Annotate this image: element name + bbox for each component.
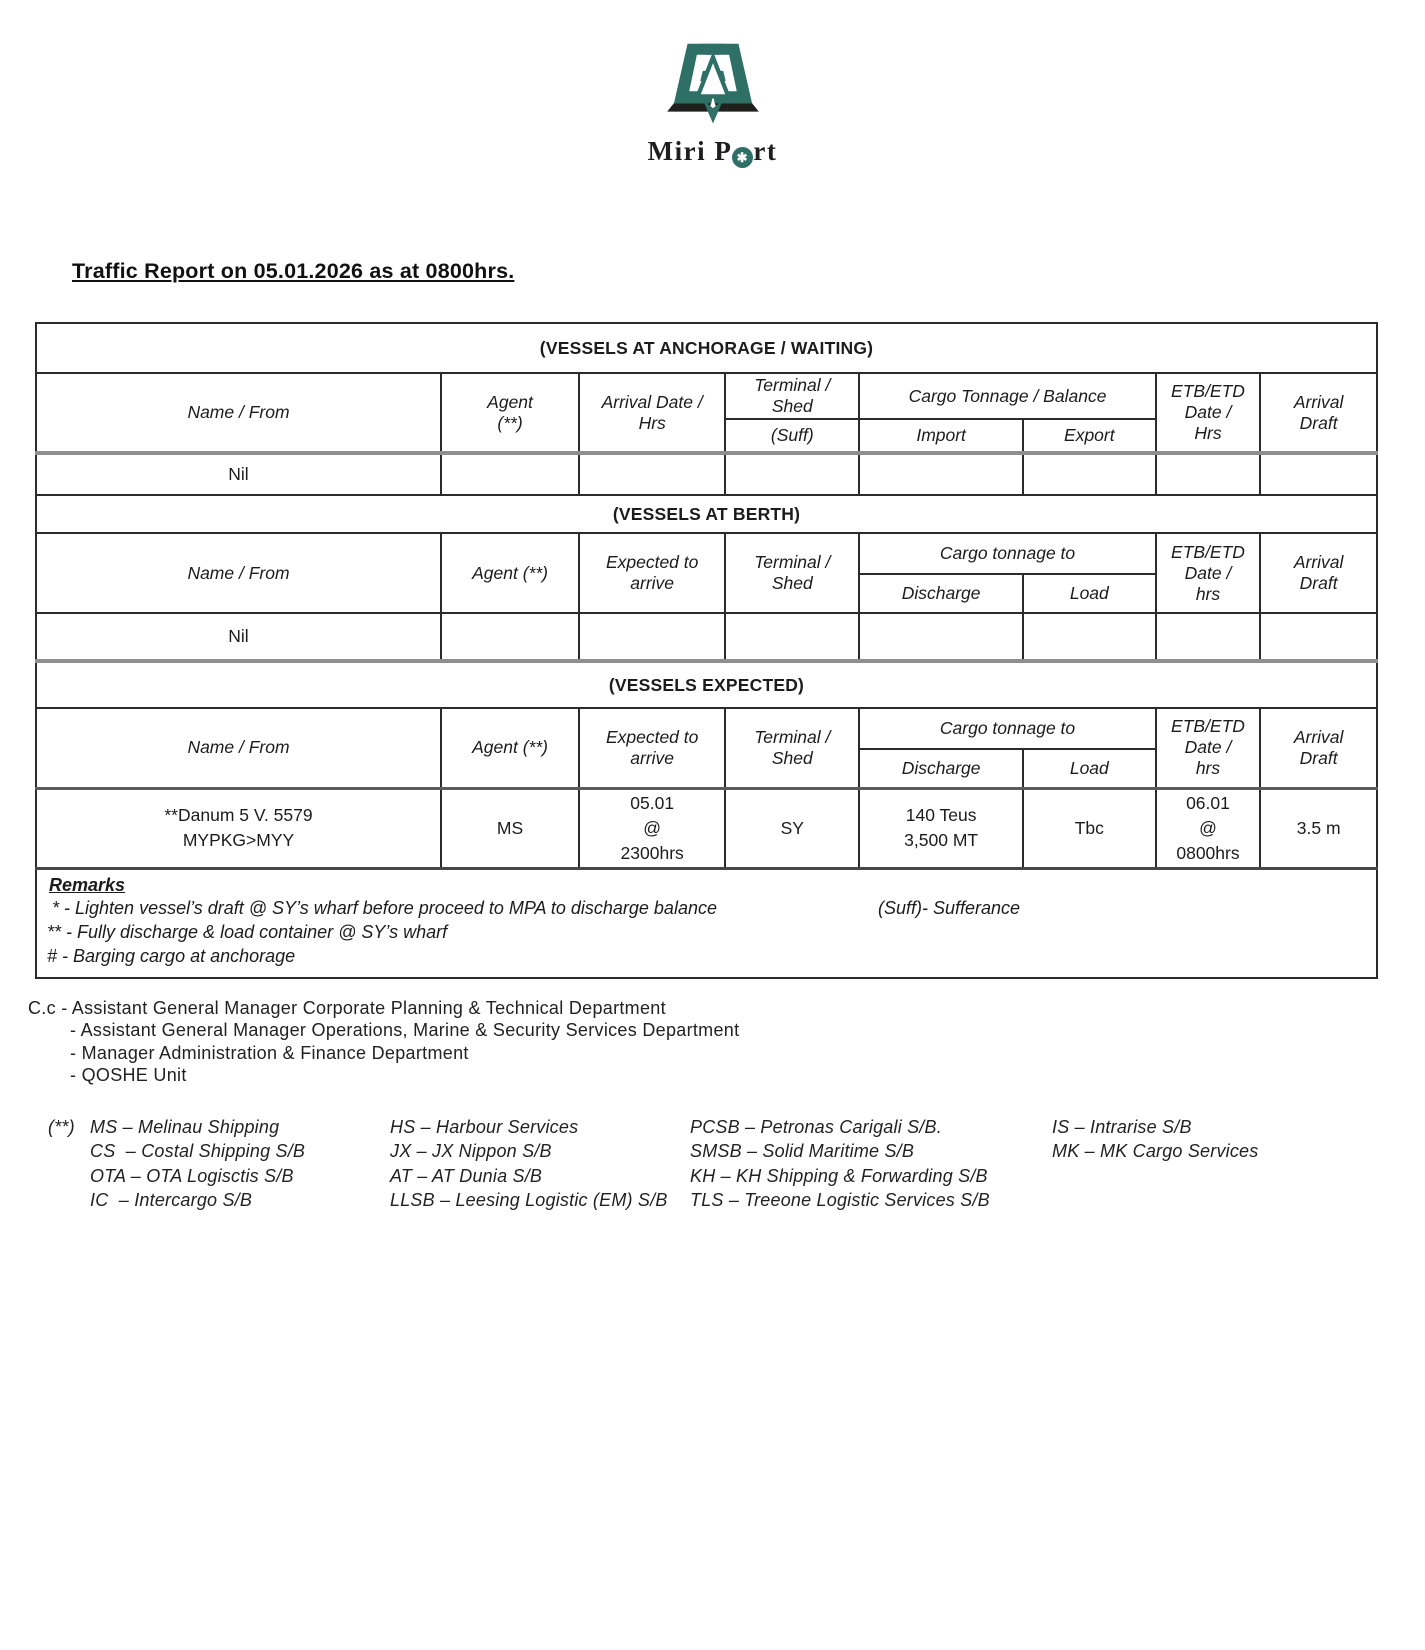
s1-header-agent-line2: (**) [497, 412, 523, 433]
s2-header-discharge: Discharge [859, 574, 1023, 613]
page-title: Traffic Report on 05.01.2026 as at 0800hrs. [72, 259, 515, 283]
remark-line-2: ** - Fully discharge & load container @ SY’s wharf [47, 921, 448, 942]
s1-header-name: Name / From [36, 373, 441, 453]
legend-item: SMSB – Solid Maritime S/B [690, 1141, 915, 1161]
s2-header-etb-line1: ETB/ETD [1171, 541, 1245, 562]
legend-column-3 [690, 1115, 1052, 1213]
legend-prefix: (**) [48, 1116, 75, 1137]
s2-header-terminal [725, 533, 859, 613]
brand-o-star-icon: ✱ [732, 147, 753, 168]
s1-header-export: Export [1023, 419, 1156, 453]
s3-header-expected [579, 708, 725, 788]
legend-column-1 [48, 1115, 390, 1213]
s2-header-expected [579, 533, 725, 613]
s1-header-etb [1156, 373, 1261, 453]
legend-item: LLSB – Leesing Logistic (EM) S/B [390, 1190, 668, 1210]
agent-legend [48, 1115, 1425, 1213]
cc-block [28, 997, 1425, 1087]
s2-header-draft-line2: Draft [1299, 573, 1338, 593]
s3-header-draft-line2: Draft [1299, 747, 1338, 768]
vessel-eta-time: 2300hrs [620, 842, 684, 863]
s3-header-etb-line1: ETB/ETD [1171, 716, 1245, 737]
vessel-etb-at: @ [1199, 817, 1217, 838]
s1-row-export-empty [1023, 453, 1156, 495]
s3-header-expected-line2: arrive [630, 747, 675, 768]
s2-header-load: Load [1023, 574, 1156, 613]
brand-name [0, 136, 1425, 167]
cc-line-3: - Manager Administration & Finance Department [70, 1042, 469, 1063]
s2-header-etb-line2: Date / [1184, 562, 1232, 583]
legend-item: IS – Intrarise S/B [1052, 1116, 1192, 1137]
vessel-eta-cell [579, 788, 725, 868]
s3-header-expected-line1: Expected to [605, 726, 699, 747]
vessel-eta-date: 05.01 [630, 792, 675, 813]
s1-header-etb-line3: Hrs [1194, 423, 1222, 443]
legend-item: HS – Harbour Services [390, 1116, 579, 1137]
s2-header-expected-line2: arrive [630, 573, 675, 593]
s3-header-terminal [725, 708, 859, 788]
cc-line-1: C.c - Assistant General Manager Corporate Planning & Technical Department [28, 997, 666, 1018]
legend-item: KH – KH Shipping & Forwarding S/B [690, 1165, 988, 1186]
traffic-table [35, 322, 1378, 979]
s3-header-etb-line3: hrs [1195, 758, 1221, 779]
miri-port-logo-icon [657, 40, 769, 134]
s2-row-load-empty [1023, 613, 1156, 661]
brand-text-post: rt [753, 136, 778, 166]
vessel-etb-date: 06.01 [1186, 792, 1230, 813]
legend-item: MS – Melinau Shipping [90, 1116, 280, 1137]
cc-line-4: - QOSHE Unit [70, 1065, 187, 1085]
s1-header-draft-line1: Arrival [1293, 391, 1344, 412]
s3-header-etb [1156, 708, 1261, 788]
s3-header-load: Load [1023, 749, 1156, 788]
legend-item: TLS – Treeone Logistic Services S/B [690, 1190, 990, 1210]
vessel-name-line1: **Danum 5 V. 5579 [164, 805, 313, 825]
remarks-heading: Remarks [49, 874, 126, 895]
legend-column-2 [390, 1115, 690, 1213]
s3-header-cargo: Cargo tonnage to [859, 708, 1155, 749]
vessel-load-cell: Tbc [1023, 788, 1156, 868]
legend-item: OTA – OTA Logisctis S/B [90, 1165, 294, 1186]
legend-item: CS – Costal Shipping S/B [90, 1141, 306, 1161]
s1-row-draft-empty [1260, 453, 1377, 495]
s2-header-terminal-line2: Shed [771, 573, 813, 593]
legend-item: IC – Intercargo S/B [90, 1190, 253, 1210]
s1-row-terminal-empty [725, 453, 859, 495]
s1-header-arrival [579, 373, 725, 453]
vessel-discharge-line1: 140 Teus [905, 805, 977, 825]
s2-header-etb-line3: hrs [1195, 583, 1221, 604]
s2-header-etb [1156, 533, 1261, 613]
s2-row-expected-empty [579, 613, 725, 661]
s1-header-terminal-line2: Shed [771, 396, 813, 416]
s1-row-name: Nil [36, 453, 441, 495]
s2-header-cargo: Cargo tonnage to [859, 533, 1155, 574]
logo-block [0, 0, 1425, 167]
s2-header-terminal-line1: Terminal / [754, 552, 831, 572]
s1-header-agent-line1: Agent [487, 391, 533, 412]
vessel-agent-cell: MS [441, 788, 579, 868]
sufferance-note: (Suff)- Sufferance [877, 897, 1021, 918]
vessel-terminal-cell: SY [725, 788, 859, 868]
s1-row-agent-empty [441, 453, 579, 495]
s1-header-suff: (Suff) [725, 419, 859, 453]
vessel-draft-cell: 3.5 m [1260, 788, 1377, 868]
vessel-discharge-cell [859, 788, 1023, 868]
s3-header-terminal-line1: Terminal / [754, 726, 831, 747]
s3-header-name: Name / From [36, 708, 441, 788]
s3-header-terminal-line2: Shed [771, 747, 813, 768]
remark-line-1 [47, 896, 1366, 920]
cc-line-2: - Assistant General Manager Operations, Marine & Security Services Department [70, 1020, 740, 1040]
s1-header-terminal-line1: Terminal / [754, 375, 831, 395]
s1-header-import: Import [859, 419, 1023, 453]
s1-header-terminal [725, 373, 859, 419]
s1-row-etb-empty [1156, 453, 1261, 495]
s2-header-expected-line1: Expected to [605, 552, 699, 572]
section-anchorage-title: (VESSELS AT ANCHORAGE / WAITING) [36, 323, 1377, 373]
section-expected-title: (VESSELS EXPECTED) [36, 661, 1377, 708]
s1-header-etb-line1: ETB/ETD [1171, 381, 1245, 401]
s2-row-etb-empty [1156, 613, 1261, 661]
legend-item: PCSB – Petronas Carigali S/B. [690, 1116, 942, 1137]
s1-header-arrival-line2: Hrs [638, 412, 666, 433]
s1-row-arrival-empty [579, 453, 725, 495]
s1-header-etb-line2: Date / [1184, 402, 1232, 422]
vessel-name-line2: MYPKG>MYY [182, 830, 295, 850]
remarks-cell [36, 868, 1377, 978]
s2-row-draft-empty [1260, 613, 1377, 661]
s3-header-draft-line1: Arrival [1293, 726, 1344, 747]
s2-header-draft [1260, 533, 1377, 613]
s1-header-draft [1260, 373, 1377, 453]
legend-column-4 [1052, 1115, 1425, 1213]
remark-1-text: * - Lighten vessel’s draft @ SY’s wharf before proceed to MPA to discharge balance [47, 897, 717, 918]
s1-header-cargo: Cargo Tonnage / Balance [859, 373, 1155, 419]
s2-header-agent: Agent (**) [441, 533, 579, 613]
vessel-etb-cell [1156, 788, 1261, 868]
s2-row-discharge-empty [859, 613, 1023, 661]
legend-item: AT – AT Dunia S/B [390, 1165, 543, 1186]
brand-text-pre: Miri P [647, 136, 733, 166]
s2-header-draft-line1: Arrival [1293, 552, 1344, 572]
s1-row-import-empty [859, 453, 1023, 495]
legend-item: MK – MK Cargo Services [1052, 1141, 1259, 1161]
s2-header-name: Name / From [36, 533, 441, 613]
s1-header-arrival-line1: Arrival Date / [601, 391, 703, 412]
s1-header-draft-line2: Draft [1299, 412, 1338, 433]
s2-row-agent-empty [441, 613, 579, 661]
remark-line-3: # - Barging cargo at anchorage [47, 945, 296, 966]
legend-item: JX – JX Nippon S/B [390, 1141, 552, 1161]
vessel-discharge-line2: 3,500 MT [904, 830, 979, 850]
s3-header-discharge: Discharge [859, 749, 1023, 788]
s1-header-agent [441, 373, 579, 453]
vessel-etb-time: 0800hrs [1176, 842, 1240, 863]
s2-row-terminal-empty [725, 613, 859, 661]
vessel-eta-at: @ [643, 817, 662, 838]
s3-header-draft [1260, 708, 1377, 788]
vessel-name-cell [36, 788, 441, 868]
s2-row-name: Nil [36, 613, 441, 661]
s3-header-agent: Agent (**) [441, 708, 579, 788]
section-berth-title: (VESSELS AT BERTH) [36, 495, 1377, 533]
s3-header-etb-line2: Date / [1184, 737, 1232, 758]
